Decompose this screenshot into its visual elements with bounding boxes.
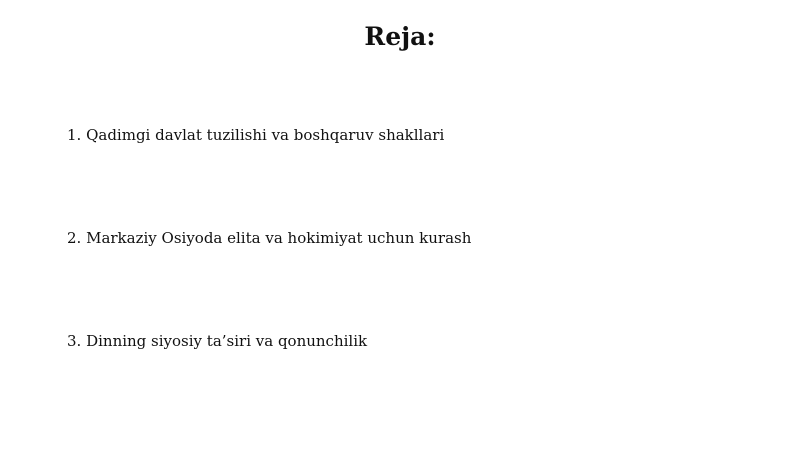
plan-item-1: 1. Qadimgi davlat tuzilishi va boshqaruv shakllari <box>67 126 445 144</box>
plan-item-2: 2. Markaziy Osiyoda elita va hokimiyat uchun kurash <box>67 229 472 247</box>
plan-item-3: 3. Dinning siyosiy ta’siri va qonunchilik <box>67 332 368 350</box>
slide-title: Reja: <box>364 22 436 51</box>
